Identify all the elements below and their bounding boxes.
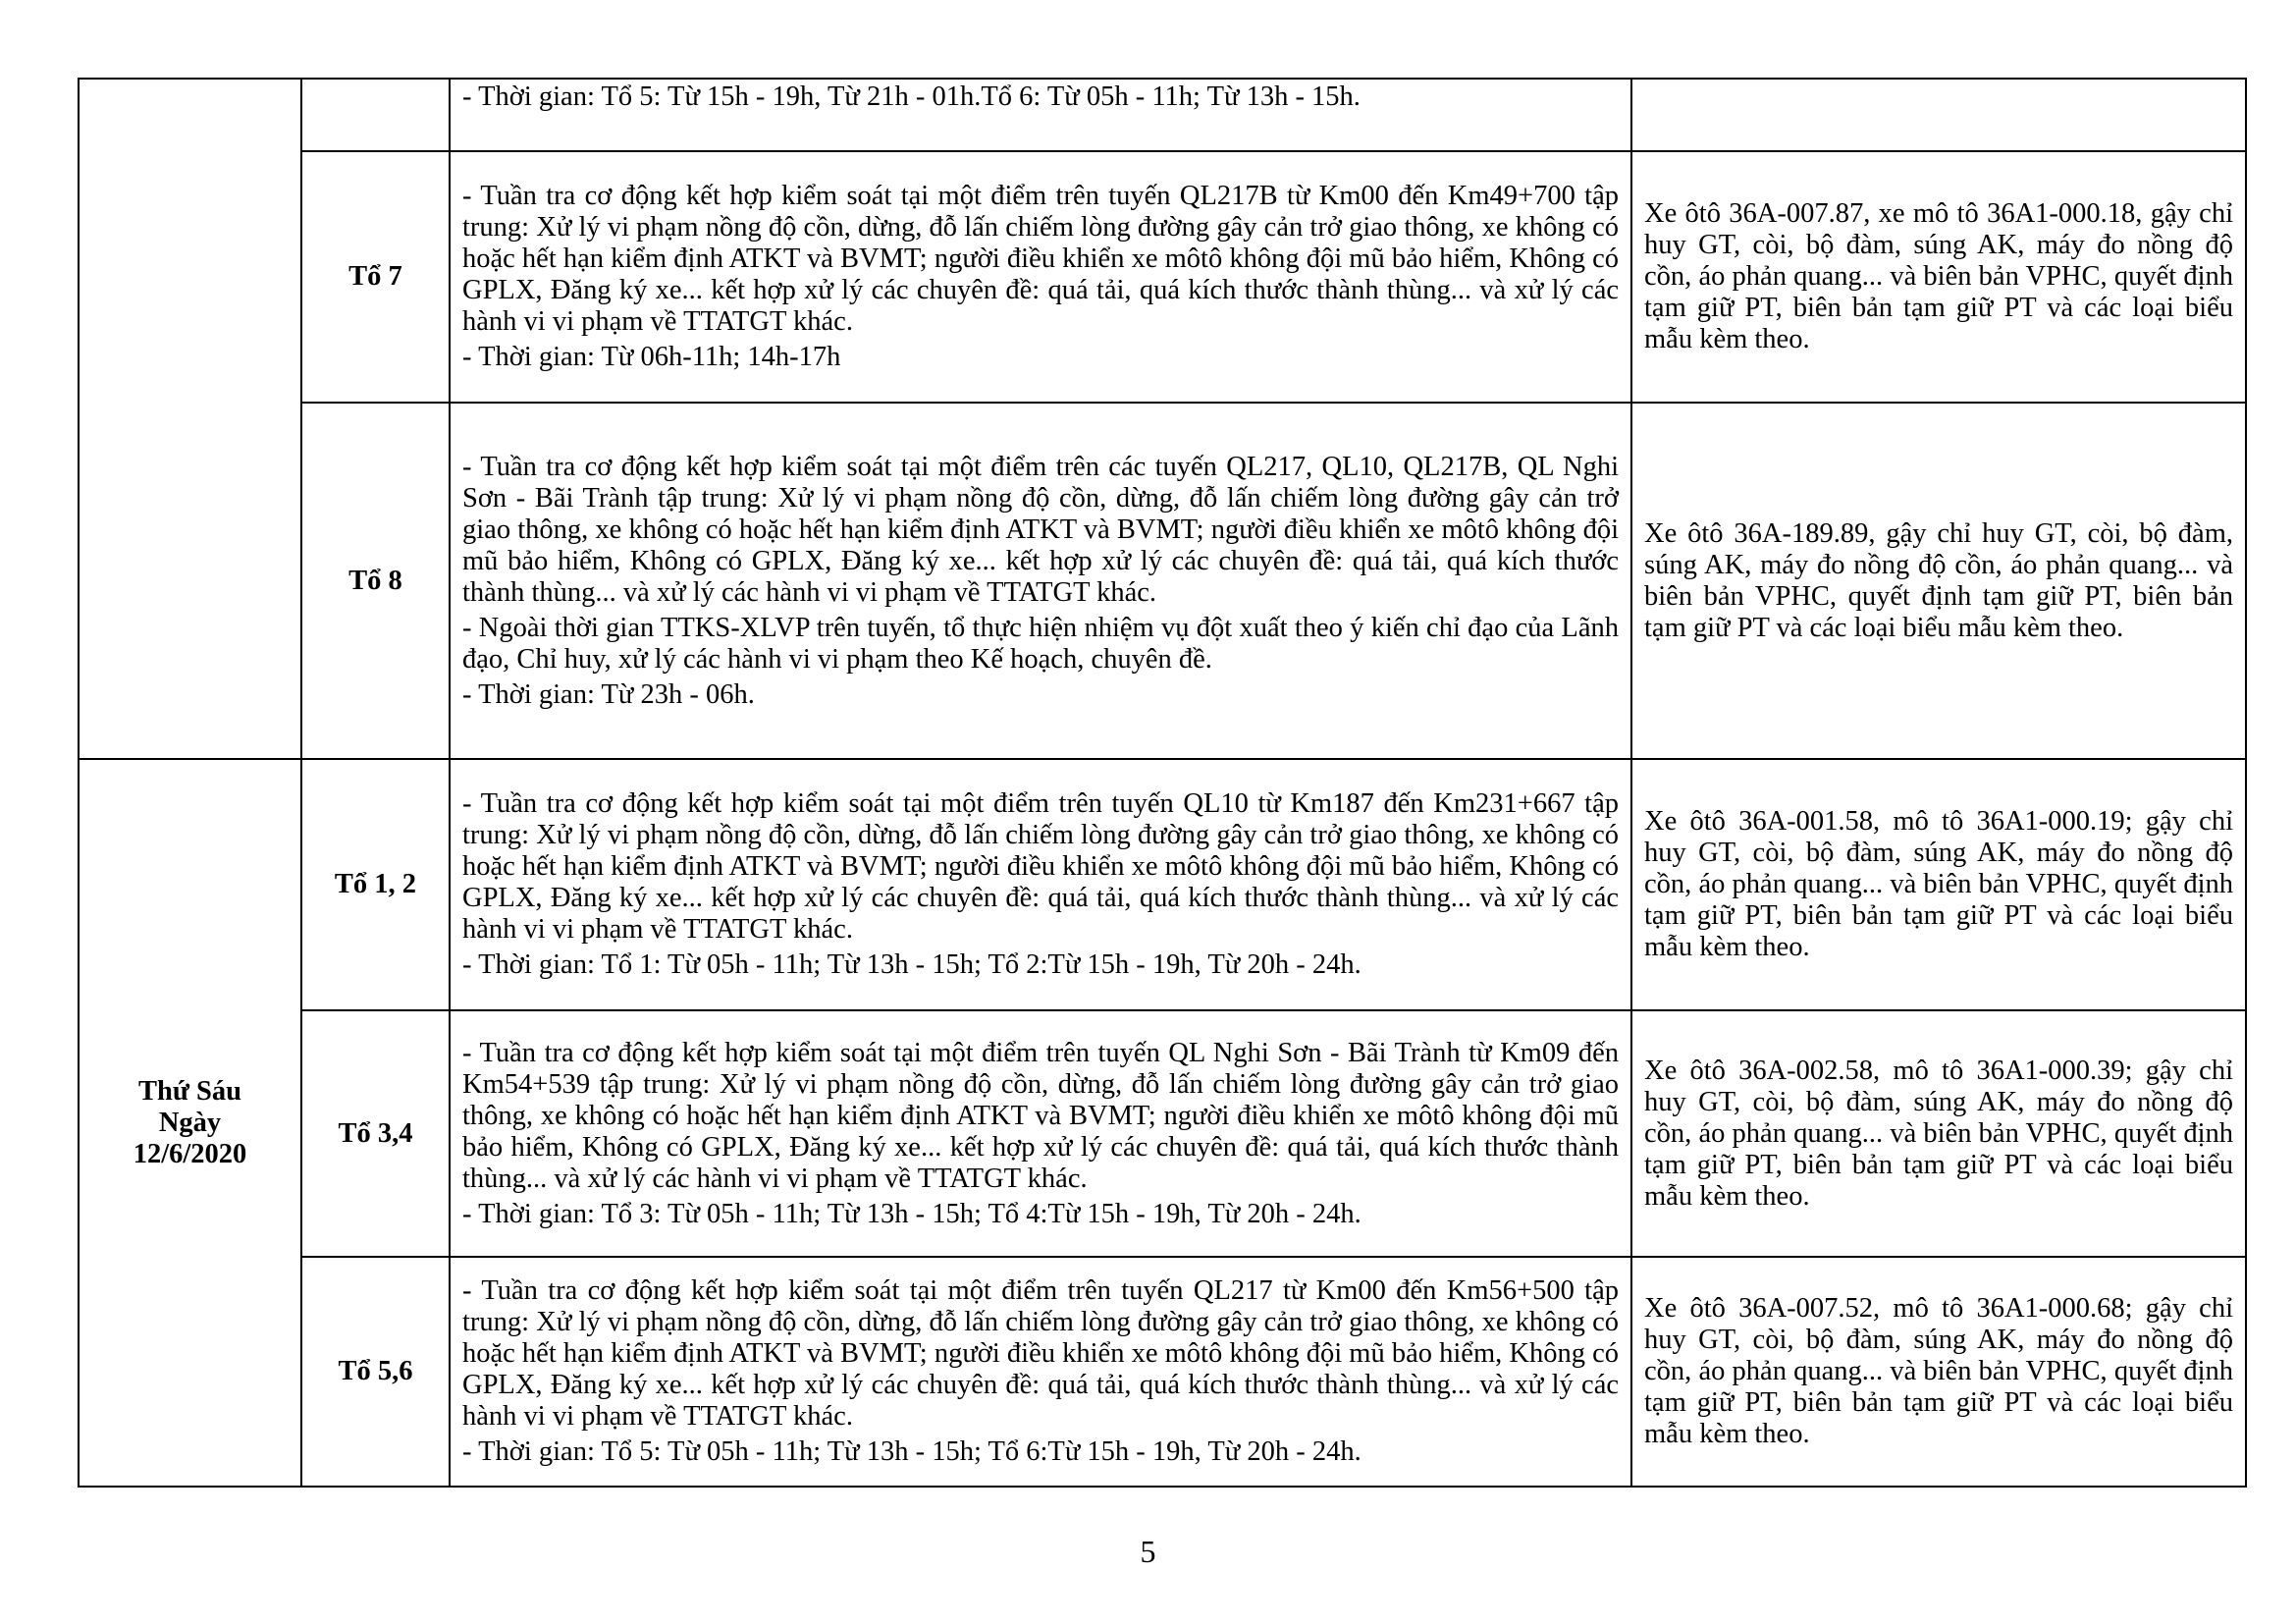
day-name: Thứ Sáu	[137, 1075, 242, 1107]
equipment-cell: Xe ôtô 36A-001.58, mô tô 36A1-000.19; gậy chỉ huy GT, còi, bộ đàm, súng AK, máy đo nồng độ cồn, áo phản quang... và biên bản VPHC, quyết định tạm giữ PT, biên bản tạm giữ PT và các loại biểu mẫu kèm theo.	[1631, 759, 2246, 1010]
equipment-cell: Xe ôtô 36A-002.58, mô tô 36A1-000.39; gậy chỉ huy GT, còi, bộ đàm, súng AK, máy đo nồng độ cồn, áo phản quang... và biên bản VPHC, quyết định tạm giữ PT, biên bản tạm giữ PT và các loại biểu mẫu kèm theo.	[1631, 1010, 2246, 1257]
patrol-schedule-table	[78, 78, 2247, 1488]
team-cell: Tổ 7	[301, 151, 450, 403]
equipment-cell	[1631, 79, 2246, 151]
task-cell	[450, 1010, 1631, 1257]
time-text: - Thời gian: Tổ 5: Từ 05h - 11h; Từ 13h - 15h; Tổ 6:Từ 15h - 19h, Từ 20h - 24h.	[462, 1436, 1362, 1467]
task-cell	[450, 403, 1631, 759]
time-text: - Thời gian: Từ 23h - 06h.	[462, 678, 755, 710]
day-date: 12/6/2020	[133, 1138, 247, 1169]
equipment-cell: Xe ôtô 36A-189.89, gậy chỉ huy GT, còi, bộ đàm, súng AK, máy đo nồng độ cồn, áo phản quang... và biên bản VPHC, quyết định tạm giữ PT, biên bản tạm giữ PT và các loại biểu mẫu kèm theo.	[1631, 403, 2246, 759]
task-cell	[450, 151, 1631, 403]
task-text: - Tuần tra cơ động kết hợp kiểm soát tại một điểm trên các tuyến QL217, QL10, QL217B, QL Nghi Sơn - Bãi Trành tập trung: Xử lý vi phạm nồng độ cồn, dừng, đỗ lấn chiếm lòng đường gây cản trở giao thông, xe không có hoặc hết hạn kiểm định ATKT và BVMT; người điều khiển xe môtô không đội mũ bảo hiểm, Không có GPLX, Đăng ký xe... kết hợp xử lý các chuyên đề: quá tải, quá kích thước thành thùng... và xử lý các hành vi vi phạm về TTATGT khác.	[462, 451, 1619, 608]
table-row	[79, 759, 2246, 1010]
table-row	[79, 403, 2246, 759]
team-cell: Tổ 8	[301, 403, 450, 759]
team-cell: Tổ 5,6	[301, 1257, 450, 1487]
team-cell: Tổ 1, 2	[301, 759, 450, 1010]
table-row	[79, 1257, 2246, 1487]
team-cell: Tổ 3,4	[301, 1010, 450, 1257]
time-text: - Thời gian: Tổ 5: Từ 15h - 19h, Từ 21h - 01h.Tổ 6: Từ 05h - 11h; Từ 13h - 15h.	[462, 81, 1361, 112]
equipment-cell: Xe ôtô 36A-007.87, xe mô tô 36A1-000.18, gậy chỉ huy GT, còi, bộ đàm, súng AK, máy đo nồng độ cồn, áo phản quang... và biên bản VPHC, quyết định tạm giữ PT, biên bản tạm giữ PT và các loại biểu mẫu kèm theo.	[1631, 151, 2246, 403]
time-text: - Thời gian: Tổ 3: Từ 05h - 11h; Từ 13h - 15h; Tổ 4:Từ 15h - 19h, Từ 20h - 24h.	[462, 1198, 1362, 1229]
task-cell	[450, 79, 1631, 151]
task-cell	[450, 759, 1631, 1010]
team-cell	[301, 79, 450, 151]
time-text: - Thời gian: Từ 06h-11h; 14h-17h	[462, 342, 841, 372]
task-text: - Tuần tra cơ động kết hợp kiểm soát tại một điểm trên tuyến QL217B từ Km00 đến Km49+700 tập trung: Xử lý vi phạm nồng độ cồn, dừng, đỗ lấn chiếm lòng đường gây cản trở giao thông, xe không có hoặc hết hạn kiểm định ATKT và BVMT; người điều khiển xe môtô không đội mũ bảo hiểm, Không có GPLX, Đăng ký xe... kết hợp xử lý các chuyên đề: quá tải, quá kích thước thành thùng... và xử lý các hành vi vi phạm về TTATGT khác.	[462, 181, 1619, 337]
page-number: 5	[1140, 1534, 1156, 1569]
equipment-cell: Xe ôtô 36A-007.52, mô tô 36A1-000.68; gậy chỉ huy GT, còi, bộ đàm, súng AK, máy đo nồng độ cồn, áo phản quang... và biên bản VPHC, quyết định tạm giữ PT, biên bản tạm giữ PT và các loại biểu mẫu kèm theo.	[1631, 1257, 2246, 1487]
time-text: - Thời gian: Tổ 1: Từ 05h - 11h; Từ 13h - 15h; Tổ 2:Từ 15h - 19h, Từ 20h - 24h.	[462, 949, 1362, 980]
task-text: - Ngoài thời gian TTKS-XLVP trên tuyến, tổ thực hiện nhiệm vụ đột xuất theo ý kiến chỉ đạo của Lãnh đạo, Chỉ huy, xử lý các hành vi vi phạm theo Kế hoạch, chuyên đề.	[462, 612, 1619, 675]
table-row	[79, 79, 2246, 151]
task-cell	[450, 1257, 1631, 1487]
day-label: Ngày	[158, 1107, 222, 1138]
table-row	[79, 1010, 2246, 1257]
task-text: - Tuần tra cơ động kết hợp kiểm soát tại một điểm trên tuyến QL10 từ Km187 đến Km231+667 tập trung: Xử lý vi phạm nồng độ cồn, dừng, đỗ lấn chiếm lòng đường gây cản trở giao thông, xe không có hoặc hết hạn kiểm định ATKT và BVMT; người điều khiển xe môtô không đội mũ bảo hiểm, Không có GPLX, Đăng ký xe... kết hợp xử lý các chuyên đề: quá tải, quá kích thước thành thùng... và xử lý các hành vi vi phạm về TTATGT khác.	[462, 788, 1619, 945]
day-cell	[79, 759, 301, 1487]
table-row	[79, 151, 2246, 403]
task-text: - Tuần tra cơ động kết hợp kiểm soát tại một điểm trên tuyến QL Nghi Sơn - Bãi Trành từ Km09 đến Km54+539 tập trung: Xử lý vi phạm nồng độ cồn, dừng, đỗ lấn chiếm lòng đường gây cản trở giao thông, xe không có hoặc hết hạn kiểm định ATKT và BVMT; người điều khiển xe môtô không đội mũ bảo hiểm, Không có GPLX, Đăng ký xe... kết hợp xử lý các chuyên đề: quá tải, quá kích thước thành thùng... và xử lý các hành vi vi phạm về TTATGT khác.	[462, 1037, 1619, 1194]
task-text: - Tuần tra cơ động kết hợp kiểm soát tại một điểm trên tuyến QL217 từ Km00 đến Km56+500 tập trung: Xử lý vi phạm nồng độ cồn, dừng, đỗ lấn chiếm lòng đường gây cản trở giao thông, xe không có hoặc hết hạn kiểm định ATKT và BVMT; người điều khiển xe môtô không đội mũ bảo hiểm, Không có GPLX, Đăng ký xe... kết hợp xử lý các chuyên đề: quá tải, quá kích thước thành thùng... và xử lý các hành vi vi phạm về TTATGT khác.	[462, 1275, 1619, 1432]
day-cell	[79, 79, 301, 759]
